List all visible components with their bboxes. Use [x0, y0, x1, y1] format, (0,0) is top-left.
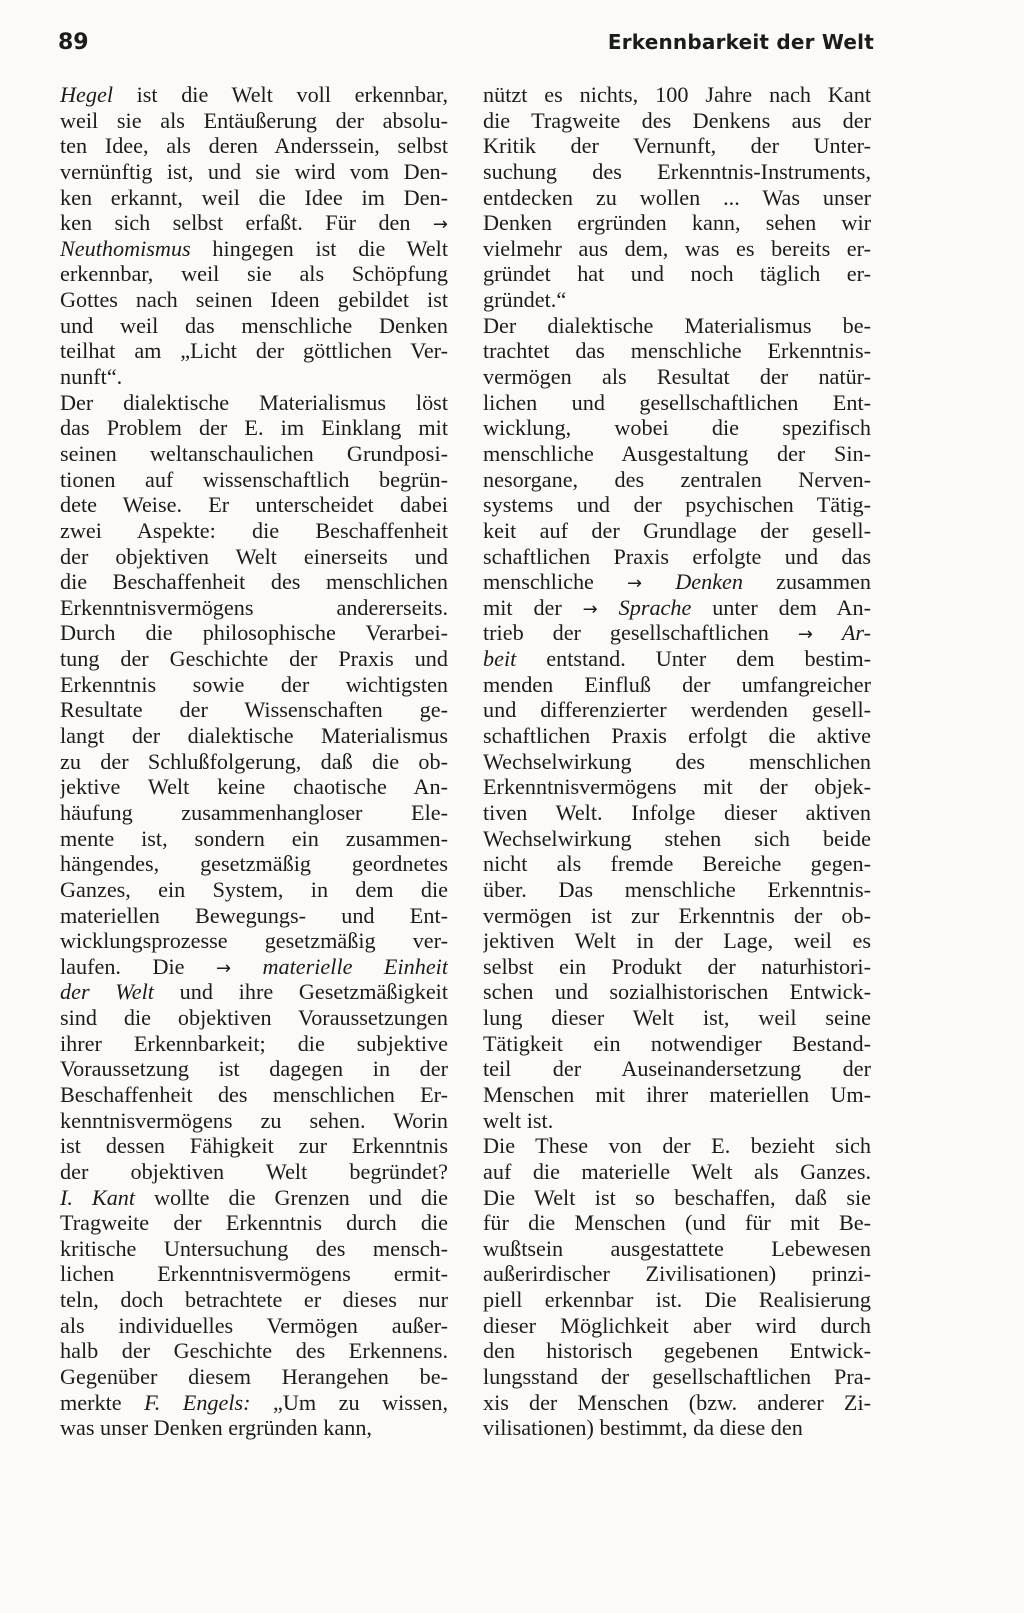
text-run: Wechselwirkung des menschlichen	[483, 748, 871, 774]
text-run: schaftlichen Praxis erfolgte und das	[483, 543, 871, 569]
text-line	[483, 1133, 871, 1159]
text-run: die Beschaffenheit des menschlichen	[60, 569, 448, 595]
text-line	[483, 620, 871, 646]
text-run: tung der Geschichte der Praxis und	[60, 646, 448, 672]
text-run: teilhat am „Licht der göttlichen Ver-	[60, 338, 448, 364]
text-run: systems und der psychischen Tätig-	[483, 492, 871, 518]
text-run: welt ist.	[483, 1107, 554, 1133]
text-run: merkte	[60, 1389, 145, 1415]
text-line	[60, 492, 448, 518]
text-line	[60, 1133, 448, 1159]
text-line	[483, 672, 871, 698]
text-run: vernünftig ist, und sie wird vom Den-	[60, 158, 448, 184]
text-run: vielmehr aus dem, was es bereits er-	[483, 235, 871, 261]
text-line	[483, 82, 871, 108]
text-run: Tragweite der Erkenntnis durch die	[60, 1210, 448, 1236]
text-run: Die Welt ist so beschaffen, daß sie	[483, 1184, 871, 1210]
text-line	[60, 723, 448, 749]
text-run: entstand. Unter dem bestim-	[516, 646, 871, 672]
text-run: zwei Aspekte: die Beschaffenheit	[60, 517, 448, 543]
text-run: menden Einfluß der umfangreicher	[483, 671, 871, 697]
text-line	[60, 1108, 448, 1134]
text-line	[60, 646, 448, 672]
text-run: das Problem der E. im Einklang mit	[60, 415, 448, 441]
text-run: was unser Denken ergründen kann,	[60, 1415, 372, 1441]
text-run	[598, 595, 619, 620]
text-run: menschliche	[483, 569, 628, 595]
text-line	[60, 313, 448, 339]
text-run: den historisch gegebenen Entwick-	[483, 1338, 871, 1364]
text-run: zu der Schlußfolgerung, daß die ob-	[60, 748, 448, 774]
text-line	[483, 338, 871, 364]
text-run: der objektiven Welt begründet?	[60, 1158, 448, 1184]
text-run: über. Das menschliche Erkenntnis-	[483, 876, 871, 902]
text-run: materiellen Bewegungs- und Ent-	[60, 902, 448, 928]
text-line	[483, 108, 871, 134]
text-run: außerirdischer Zivilisationen) prinzi-	[483, 1261, 871, 1287]
text-run: nützt es nichts, 100 Jahre nach Kant	[483, 82, 871, 107]
text-run: Erkenntnisvermögens andererseits.	[60, 594, 448, 620]
italic-term: beit	[483, 646, 517, 672]
italic-term: Neuthomismus	[60, 235, 191, 261]
text-run: als individuelles Vermögen außer-	[60, 1312, 448, 1338]
text-run: dieser Möglichkeit aber wird durch	[483, 1312, 871, 1338]
text-run: vermögen als Resultat der natür-	[483, 364, 871, 390]
italic-term: Sprache	[618, 594, 692, 620]
text-line	[483, 415, 871, 441]
text-line	[483, 749, 871, 775]
text-line	[60, 1390, 448, 1416]
text-run: laufen. Die	[60, 953, 216, 979]
text-line	[60, 518, 448, 544]
text-line	[483, 390, 871, 416]
text-run: Tätigkeit ein notwendiger Bestand-	[483, 1030, 871, 1056]
cross-reference-arrow-icon: →	[215, 957, 232, 979]
text-line	[483, 467, 871, 493]
text-run: die Tragweite des Denkens aus der	[483, 107, 871, 133]
text-run	[813, 620, 842, 645]
page-number: 89	[58, 30, 89, 55]
text-line	[60, 364, 448, 390]
text-run: lichen Erkenntnisvermögens ermit-	[60, 1261, 448, 1287]
text-line	[483, 697, 871, 723]
text-line	[483, 1082, 871, 1108]
text-run: Wechselwirkung stehen sich beide	[483, 825, 871, 851]
text-line	[60, 390, 448, 416]
italic-term: der Welt	[60, 979, 154, 1005]
text-line	[483, 1005, 871, 1031]
text-run: wicklung, wobei die spezifisch	[483, 415, 871, 441]
text-run: mente ist, sondern ein zusammen-	[60, 825, 448, 851]
text-run: schaftlichen Praxis erfolgt die aktive	[483, 723, 871, 749]
text-line	[483, 954, 871, 980]
text-run: nicht als fremde Bereiche gegen-	[483, 851, 871, 877]
italic-term: I. Kant	[60, 1184, 136, 1210]
text-line	[60, 595, 448, 621]
text-line	[60, 338, 448, 364]
text-line	[60, 569, 448, 595]
text-run: Menschen mit ihrer materiellen Um-	[483, 1081, 871, 1107]
text-line	[483, 1364, 871, 1390]
text-run: hängendes, gesetzmäßig geordnetes	[60, 851, 448, 877]
text-line	[483, 544, 871, 570]
text-run: hingegen ist die Welt	[190, 235, 448, 261]
text-run: Denken ergründen kann, sehen wir	[483, 210, 871, 236]
text-line	[483, 210, 871, 236]
text-run: Kritik der Vernunft, der Unter-	[483, 133, 871, 159]
text-run: ken erkannt, weil die Idee im Den-	[60, 184, 448, 210]
text-run: lung dieser Welt ist, weil seine	[483, 1005, 871, 1031]
text-line	[483, 646, 871, 672]
text-line	[60, 544, 448, 570]
text-run: Ganzes, ein System, in dem die	[60, 876, 448, 902]
text-run: „Um zu wissen,	[250, 1389, 448, 1415]
text-run: wollte die Grenzen und die	[135, 1184, 448, 1210]
text-line	[483, 826, 871, 852]
text-run: zusammen	[743, 569, 871, 595]
text-run: menschliche Ausgestaltung der Sin-	[483, 440, 871, 466]
text-run: piell erkennbar ist. Die Realisierung	[483, 1287, 871, 1313]
text-line	[60, 1082, 448, 1108]
text-line	[483, 185, 871, 211]
italic-term: F. Engels:	[144, 1389, 251, 1415]
text-run: teln, doch betrachtete er dieses nur	[60, 1287, 448, 1313]
text-line	[60, 1185, 448, 1211]
text-line	[60, 82, 448, 108]
text-run: keit auf der Grundlage der gesell-	[483, 517, 871, 543]
text-run: xis der Menschen (bzw. anderer Zi-	[483, 1389, 871, 1415]
text-line	[60, 1287, 448, 1313]
cross-reference-arrow-icon: →	[582, 598, 598, 620]
text-line	[483, 1415, 871, 1441]
text-run: vilisationen) bestimmt, da diese den	[483, 1415, 803, 1441]
text-run: mit der	[483, 594, 583, 620]
text-line	[483, 851, 871, 877]
text-run: Erkenntnisvermögens mit der objek-	[483, 774, 871, 800]
text-run: Die These von der E. bezieht sich	[483, 1133, 871, 1159]
text-line	[483, 1031, 871, 1057]
text-run: Voraussetzung ist dagegen in der	[60, 1056, 448, 1082]
text-line	[60, 1364, 448, 1390]
text-run: tiven Welt. Infolge dieser aktiven	[483, 799, 871, 825]
text-run: nunft“.	[60, 364, 123, 390]
text-run: kritische Untersuchung des mensch-	[60, 1235, 448, 1261]
text-run: gründet hat und noch täglich er-	[483, 261, 871, 287]
text-run: schen und sozialhistorischen Entwick-	[483, 979, 871, 1005]
text-line	[483, 1313, 871, 1339]
text-run: erkennbar, weil sie als Schöpfung	[60, 261, 448, 287]
text-run: vermögen ist zur Erkenntnis der ob-	[483, 902, 871, 928]
text-line	[60, 287, 448, 313]
text-line	[60, 467, 448, 493]
italic-term: Hegel	[60, 82, 113, 107]
text-line	[60, 210, 448, 236]
text-line	[60, 1313, 448, 1339]
text-run: suchung des Erkenntnis-Instruments,	[483, 158, 871, 184]
text-line	[483, 287, 871, 313]
text-line	[60, 979, 448, 1005]
text-line	[60, 1210, 448, 1236]
text-line	[483, 877, 871, 903]
text-run: und weil das menschliche Denken	[60, 312, 448, 338]
left-column	[60, 82, 448, 1441]
text-run: halb der Geschichte des Erkennens.	[60, 1338, 448, 1364]
text-run: wußtsein ausgestattete Lebewesen	[483, 1235, 871, 1261]
text-line	[483, 569, 871, 595]
text-line	[60, 1005, 448, 1031]
text-line	[60, 1056, 448, 1082]
cross-reference-arrow-icon: →	[627, 573, 643, 595]
text-line	[60, 108, 448, 134]
text-run: lichen und gesellschaftlichen Ent-	[483, 389, 871, 415]
text-line	[483, 774, 871, 800]
text-line	[60, 697, 448, 723]
text-line	[60, 826, 448, 852]
text-run: Resultate der Wissenschaften ge-	[60, 697, 448, 723]
text-line	[483, 1390, 871, 1416]
text-line	[483, 159, 871, 185]
text-run: Erkenntnis sowie der wichtigsten	[60, 671, 448, 697]
text-run	[231, 954, 262, 979]
text-line	[60, 159, 448, 185]
text-run: Beschaffenheit des menschlichen Er-	[60, 1081, 448, 1107]
text-line	[483, 1236, 871, 1262]
text-run: seinen weltanschaulichen Grundposi-	[60, 440, 448, 466]
text-line	[483, 1185, 871, 1211]
text-line	[60, 133, 448, 159]
text-run: ken sich selbst erfaßt. Für den	[60, 210, 433, 236]
text-run: langt der dialektische Materialismus	[60, 723, 448, 749]
text-line	[483, 364, 871, 390]
text-line	[60, 1031, 448, 1057]
text-run: kenntnisvermögens zu sehen. Worin	[60, 1107, 448, 1133]
text-line	[60, 851, 448, 877]
text-run: Der dialektische Materialismus be-	[483, 312, 871, 338]
text-line	[60, 1415, 448, 1441]
text-line	[60, 1236, 448, 1262]
text-line	[60, 415, 448, 441]
text-run: sind die objektiven Voraussetzungen	[60, 1005, 448, 1031]
cross-reference-arrow-icon: →	[797, 624, 813, 646]
text-line	[483, 1287, 871, 1313]
text-line	[483, 441, 871, 467]
text-run: wicklungsprozesse gesetzmäßig ver-	[60, 928, 448, 954]
text-line	[60, 928, 448, 954]
text-line	[60, 774, 448, 800]
text-run: trachtet das menschliche Erkenntnis-	[483, 338, 871, 364]
text-line	[483, 1159, 871, 1185]
text-line	[483, 1056, 871, 1082]
text-run: selbst ein Produkt der naturhistori-	[483, 953, 871, 979]
text-run: nesorgane, des zentralen Nerven-	[483, 466, 871, 492]
italic-term: Denken	[675, 569, 743, 595]
text-line	[60, 749, 448, 775]
text-line	[60, 800, 448, 826]
text-run: der objektiven Welt einerseits und	[60, 543, 448, 569]
text-line	[60, 672, 448, 698]
text-line	[60, 620, 448, 646]
text-run: trieb der gesellschaftlichen	[483, 620, 798, 646]
text-line	[483, 979, 871, 1005]
text-run: teil der Auseinandersetzung der	[483, 1056, 871, 1082]
text-line	[483, 723, 871, 749]
text-run: ist die Welt voll erkennbar,	[112, 82, 448, 107]
text-line	[60, 1338, 448, 1364]
text-run: ten Idee, als deren Anderssein, selbst	[60, 133, 448, 159]
text-line	[60, 236, 448, 262]
text-line	[60, 903, 448, 929]
text-line	[60, 954, 448, 980]
text-run: häufung zusammenhangloser Ele-	[60, 799, 448, 825]
text-line	[483, 236, 871, 262]
text-line	[483, 928, 871, 954]
text-line	[60, 1159, 448, 1185]
text-line	[60, 1261, 448, 1287]
text-line	[483, 903, 871, 929]
text-line	[483, 800, 871, 826]
text-line	[483, 1210, 871, 1236]
text-line	[483, 313, 871, 339]
text-run: Der dialektische Materialismus löst	[60, 389, 448, 415]
text-run: entdecken zu wollen ... Was unser	[483, 184, 871, 210]
text-line	[483, 133, 871, 159]
text-line	[483, 518, 871, 544]
text-line	[483, 492, 871, 518]
page-header	[58, 30, 874, 70]
text-line	[483, 595, 871, 621]
text-run: ist dessen Fähigkeit zur Erkenntnis	[60, 1133, 448, 1159]
text-run: unter dem An-	[691, 594, 871, 620]
text-run: Durch die philosophische Verarbei-	[60, 620, 448, 646]
text-run: Gegenüber diesem Herangehen be-	[60, 1364, 448, 1390]
text-run: und differenzierter werdenden gesell-	[483, 697, 871, 723]
text-line	[483, 1108, 871, 1134]
text-run: Gottes nach seinen Ideen gebildet ist	[60, 287, 448, 313]
text-run: dete Weise. Er unterscheidet dabei	[60, 492, 448, 518]
italic-term: Ar-	[841, 620, 871, 646]
text-line	[60, 877, 448, 903]
text-run: jektive Welt keine chaotische An-	[60, 774, 448, 800]
text-run: für die Menschen (und für mit Be-	[483, 1210, 871, 1236]
text-line	[60, 261, 448, 287]
text-line	[483, 261, 871, 287]
text-run: auf die materielle Welt als Ganzes.	[483, 1158, 871, 1184]
text-line	[60, 441, 448, 467]
text-run: weil sie als Entäußerung der absolu-	[60, 107, 448, 133]
text-run: und ihre Gesetzmäßigkeit	[153, 979, 448, 1005]
text-run	[642, 569, 675, 594]
text-run: ihrer Erkennbarkeit; die subjektive	[60, 1030, 448, 1056]
right-column	[483, 82, 871, 1441]
text-line	[483, 1338, 871, 1364]
text-line	[483, 1261, 871, 1287]
text-line	[60, 185, 448, 211]
text-run: lungsstand der gesellschaftlichen Pra-	[483, 1364, 871, 1390]
text-run: tionen auf wissenschaftlich begrün-	[60, 466, 448, 492]
cross-reference-arrow-icon: →	[432, 214, 448, 236]
italic-term: materielle Einheit	[262, 953, 448, 979]
text-run: gründet.“	[483, 287, 567, 313]
text-run: jektiven Welt in der Lage, weil es	[483, 928, 871, 954]
running-title: Erkennbarkeit der Welt	[607, 30, 874, 54]
